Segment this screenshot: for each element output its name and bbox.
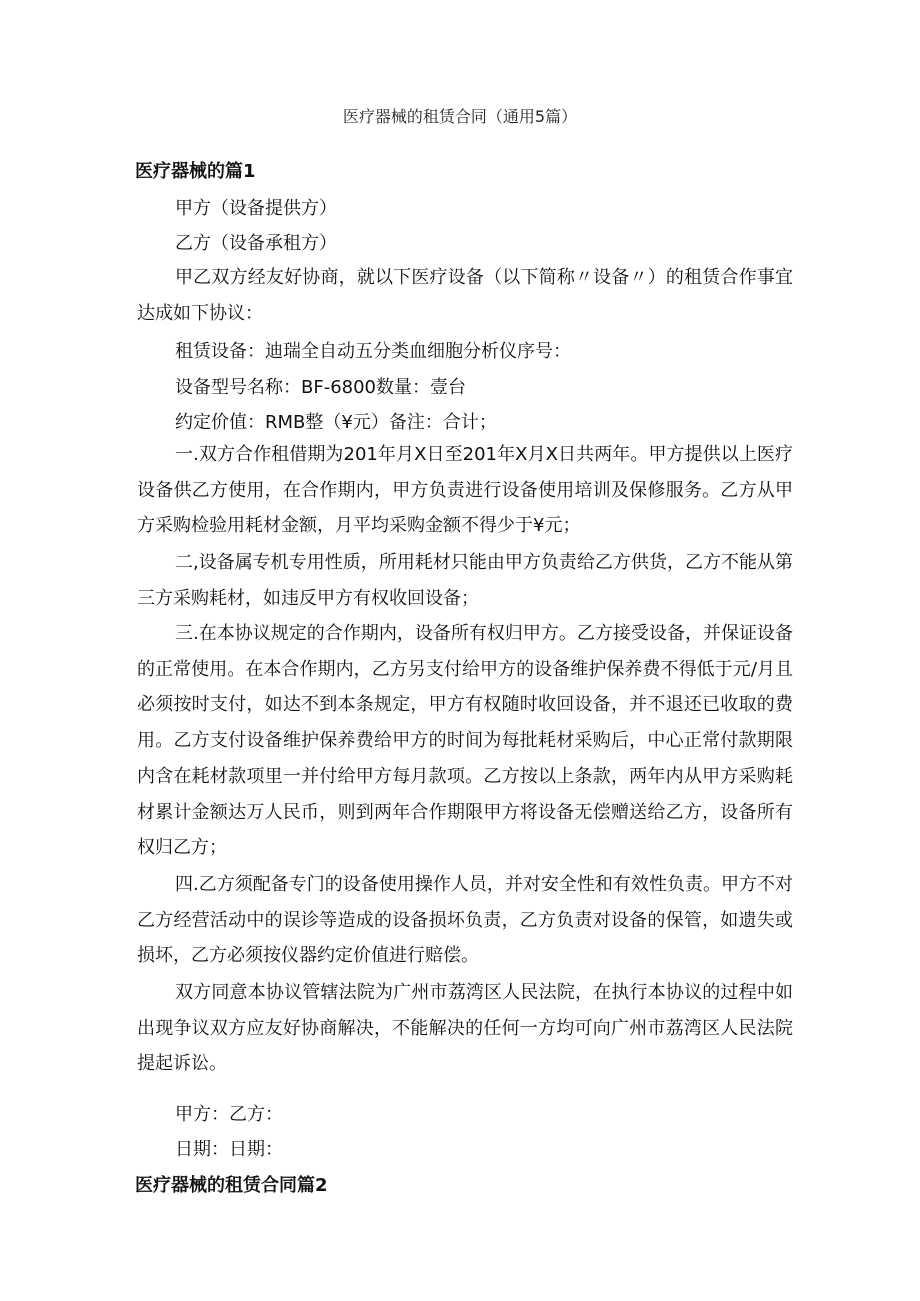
- value-line: 约定价值：RMB整（¥元）备注：合计；: [175, 412, 497, 433]
- section-heading-1: 医疗器械的篇1: [135, 161, 256, 182]
- clause-4-paragraph: 四.乙方须配备专门的设备使用操作人员，并对安全性和有效性负责。甲方不对乙方经营活动中的误诊等造成的设备损坏负责，乙方负责对设备的保管，如遗失或损坏，乙方必须按仪器约定价值进行赔偿。: [137, 874, 793, 967]
- jurisdiction-paragraph: 双方同意本协议管辖法院为广州市荔湾区人民法院，在执行本协议的过程中如出现争议双方应友好协商解决，不能解决的任何一方均可向广州市荔湾区人民法院提起诉讼。: [137, 982, 793, 1075]
- document-title: 医疗器械的租赁合同（通用5篇）: [342, 107, 578, 126]
- intro-paragraph: 甲乙双方经友好协商，就以下医疗设备（以下简称〃设备〃）的租赁合作事宜达成如下协议：: [137, 267, 793, 324]
- clause-1-paragraph: 一.双方合作租借期为201年月X日至201年X月X日共两年。甲方提供以上医疗设备供乙方使用，在合作期内，甲方负责进行设备使用培训及保修服务。乙方从甲方采购检验用耗材金额，月平均采购金额不得少于¥元；: [137, 444, 793, 537]
- section-heading-2: 医疗器械的租赁合同篇2: [135, 1175, 328, 1196]
- signature-line: 甲方：乙方：: [175, 1104, 283, 1125]
- clause-2-paragraph: 二,设备属专机专用性质，所用耗材只能由甲方负责给乙方供货，乙方不能从第三方采购耗材，如违反甲方有权收回设备；: [137, 552, 793, 609]
- party-b-line: 乙方（设备承租方）: [175, 233, 337, 254]
- clause-3-paragraph: 三.在本协议规定的合作期内，设备所有权归甲方。乙方接受设备，并保证设备的正常使用。在本合作期内，乙方另支付给甲方的设备维护保养费不得低于元/月且必须按时支付，如达不到本条规定，甲方有权随时收回设备，并不退还已收取的费用。乙方支付设备维护保养费给甲方的时间为每批耗材采购后，中心正常付款期限内含在耗材款项里一并付给甲方每月款项。乙方按以上条款，两年内从甲方采购耗材累计金额达万人民币，则到两年合作期限甲方将设备无偿赠送给乙方，设备所有权归乙方；: [137, 623, 793, 859]
- date-line: 日期：日期：: [175, 1139, 283, 1160]
- model-line: 设备型号名称：BF-6800数量：壹台: [175, 377, 467, 398]
- equipment-line: 租赁设备：迪瑞全自动五分类血细胞分析仪序号：: [175, 341, 571, 362]
- party-a-line: 甲方（设备提供方）: [175, 198, 337, 219]
